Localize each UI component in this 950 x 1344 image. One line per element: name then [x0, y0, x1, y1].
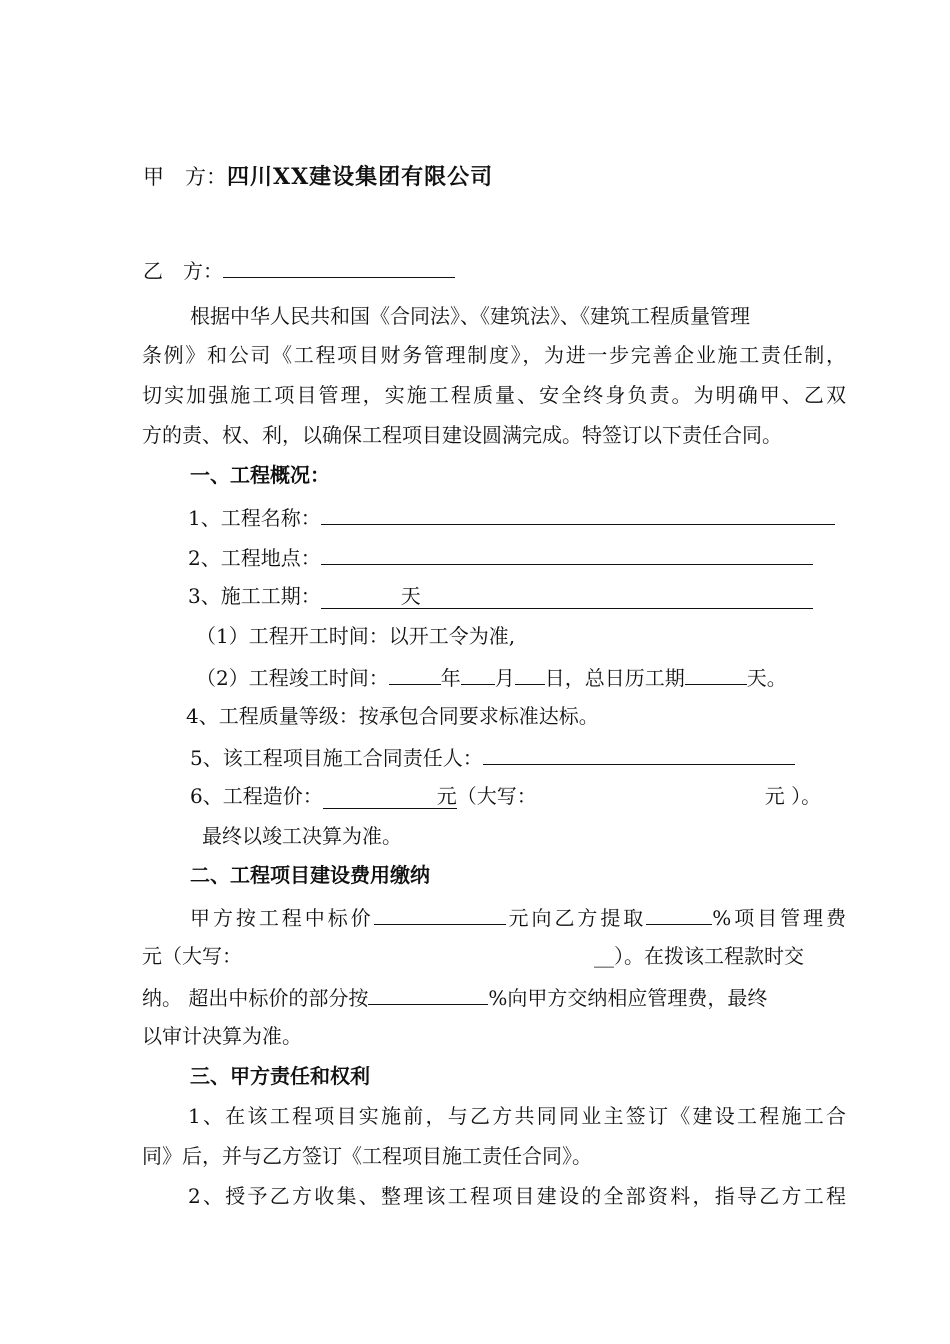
fee-line-2-blank: __: [594, 944, 614, 968]
fee-percent-blank: [646, 902, 712, 925]
final-settlement-line: 最终以竣工决算为准。: [202, 824, 402, 848]
party-b-label: 乙 方：: [143, 259, 223, 283]
year-label: 年: [440, 666, 461, 690]
item-project-name-label: 1、工程名称：: [188, 506, 321, 530]
start-time-line: （1）工程开工时间：以开工令为准,: [196, 624, 516, 648]
party-a-company: 四川XX建设集团有限公司: [227, 164, 494, 190]
project-name-blank: [321, 502, 835, 525]
fee-line-3-a: 纳。 超出中标价的部分按: [142, 986, 369, 1010]
total-days-blank: [685, 662, 747, 685]
party-b-line: [143, 255, 455, 285]
responsible-person-line: [190, 742, 795, 772]
quality-grade-line: 4、工程质量等级：按承包合同要求标准达标。: [186, 704, 599, 728]
fee-line-2: [142, 942, 804, 970]
construction-period-unit: 天: [400, 584, 421, 608]
fee-line-1: [190, 902, 846, 932]
project-cost-unit: 元: [436, 784, 457, 808]
party-b-blank: [223, 255, 455, 278]
fee-line-1-a: 甲方按工程中标价: [190, 906, 374, 930]
fee-line-3: [142, 982, 767, 1012]
excess-percent-blank: [368, 982, 488, 1005]
completion-time-line: [196, 662, 787, 692]
section3-title: 三、甲方责任和权利: [190, 1064, 370, 1088]
duty-1-line-1: 1、在该工程项目实施前，与乙方共同同业主签订《建设工程施工合: [188, 1104, 846, 1128]
party-a-line: [143, 163, 493, 191]
day-label: 日，总日历工期: [544, 666, 685, 690]
year-blank: [389, 662, 441, 685]
fee-line-2-b: ）。在拨该工程款时交: [614, 944, 804, 968]
day-blank: [515, 662, 545, 685]
total-days-unit: 天。: [746, 666, 787, 690]
fee-line-2-a: 元（大写：: [142, 944, 242, 968]
fee-line-1-c: %项目管理费: [712, 906, 846, 930]
item-project-location-label: 2、工程地点：: [188, 546, 321, 570]
intro-line-1: 根据中华人民共和国《合同法》、《建筑法》、《建筑工程质量管理: [190, 304, 750, 328]
section1-title: 一、工程概况：: [190, 463, 330, 487]
intro-line-3: 切实加强施工项目管理，实施工程质量、安全终身负责。为明确甲、乙双: [142, 383, 846, 407]
fee-line-1-b: 元向乙方提取: [505, 906, 647, 930]
duty-2-line-1: 2、授予乙方收集、整理该工程项目建设的全部资料，指导乙方工程: [188, 1184, 846, 1208]
month-blank: [461, 662, 495, 685]
item-project-location: [188, 542, 813, 572]
bid-price-blank: [374, 902, 506, 925]
responsible-person-blank: [483, 742, 795, 765]
item-construction-period: [188, 582, 813, 610]
intro-line-4: 方的责、权、利，以确保工程项目建设圆满完成。特签订以下责任合同。: [142, 423, 782, 447]
project-cost-label: 6、工程造价：: [190, 784, 323, 808]
responsible-person-label: 5、该工程项目施工合同责任人：: [190, 746, 483, 770]
party-a-label: 甲 方：: [143, 165, 227, 189]
fee-line-4: 以审计决算为准。: [142, 1024, 302, 1048]
project-cost-blank: [323, 784, 457, 809]
construction-period-label: 3、施工工期：: [188, 584, 321, 608]
fee-line-3-b: %向甲方交纳相应管理费，最终: [488, 986, 768, 1010]
intro-line-2: 条例》和公司《工程项目财务管理制度》，为进一步完善企业施工责任制，: [142, 343, 846, 367]
completion-time-label: （2）工程竣工时间：: [196, 666, 389, 690]
construction-period-blank: [321, 584, 813, 609]
item-project-name: [188, 502, 835, 532]
project-location-blank: [321, 542, 813, 565]
section2-title: 二、工程项目建设费用缴纳: [190, 863, 430, 887]
project-cost-line: [190, 782, 821, 810]
duty-1-line-2: 同》后，并与乙方签订《工程项目施工责任合同》。: [142, 1144, 592, 1168]
project-cost-daxie-label: （大写：: [456, 784, 537, 808]
project-cost-daxie-end: 元 ）。: [764, 784, 822, 808]
month-label: 月: [494, 666, 515, 690]
